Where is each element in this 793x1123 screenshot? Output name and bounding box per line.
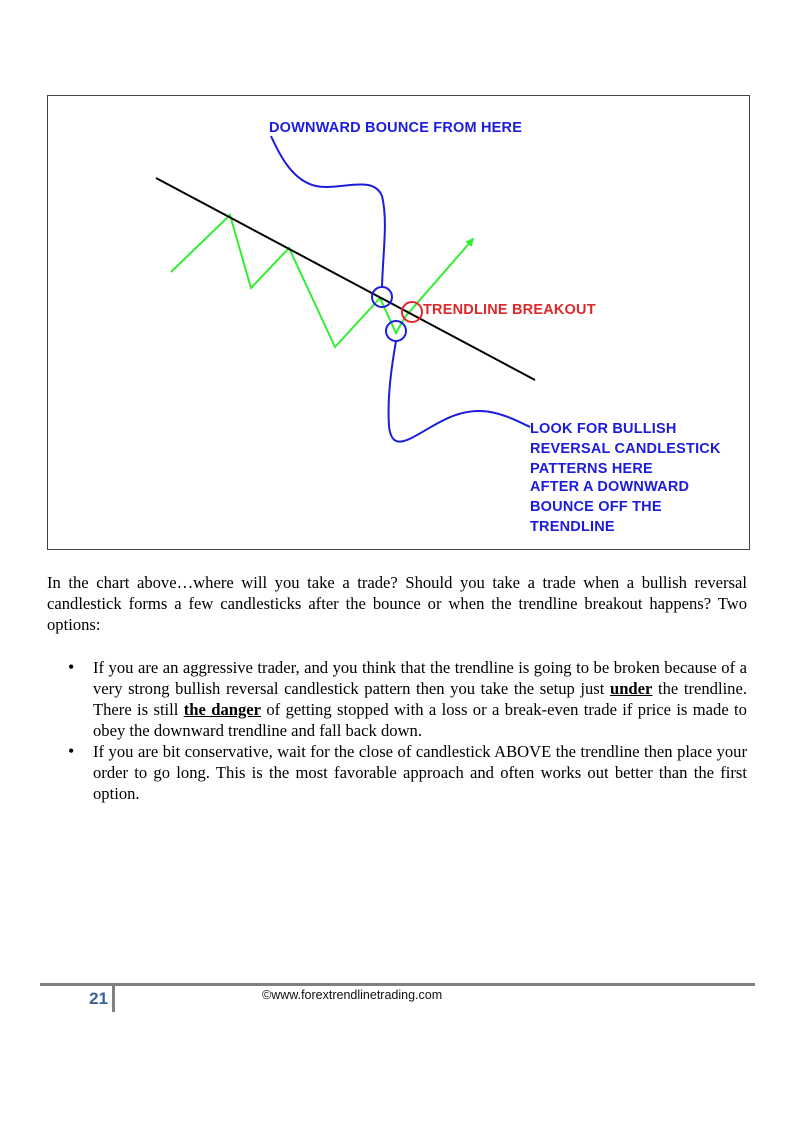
look-label-line: BOUNCE OFF THE	[530, 499, 662, 515]
options-list	[47, 657, 747, 804]
bullet1-text: the trendline. There is still	[93, 679, 747, 719]
look-label-line: REVERSAL CANDLESTICK	[530, 441, 721, 457]
footer-copyright: ©www.forextrendlinetrading.com	[262, 988, 443, 1002]
look-label-line: AFTER A DOWNWARD	[530, 479, 690, 495]
list-item	[93, 657, 747, 741]
bullet1-text: If you are an aggressive trader, and you think that the trendline is going to be broken because of a very strong bullish reversal candlestick pattern then you take the setup just	[93, 658, 747, 698]
downward-trendline	[156, 178, 535, 380]
breakout-label: TRENDLINE BREAKOUT	[423, 302, 596, 318]
footer-rule	[40, 983, 755, 986]
footer-divider	[112, 986, 115, 1012]
page-number: 21	[89, 989, 108, 1008]
trendline-diagram	[47, 95, 750, 550]
price-path	[171, 215, 473, 347]
emphasis-under: under	[609, 679, 653, 698]
look-label-line: LOOK FOR BULLISH	[530, 421, 677, 437]
diagram-canvas	[48, 96, 749, 549]
intro-paragraph: In the chart above…where will you take a trade? Should you take a trade when a bullish reversal candlestick forms a few candlesticks after the bounce or when the trendline breakout happens? Two options:	[47, 573, 747, 634]
breakout-circle	[402, 302, 422, 322]
list-item: • If you are bit conservative, wait for the close of candlestick ABOVE the trendline then place your order to go long. This is the most favorable approach and often works out better than the first option.	[93, 741, 747, 804]
reversal-callout-line	[389, 341, 530, 442]
look-for-label	[530, 421, 721, 535]
look-label-line: PATTERNS HERE	[530, 461, 653, 477]
body-text	[47, 572, 747, 804]
emphasis-danger: the danger	[183, 700, 262, 719]
bullet1-text: of getting stopped with a loss or a break-even trade if price is made to obey the downward trendline and fall back down.	[93, 700, 747, 740]
bounce-label: DOWNWARD BOUNCE FROM HERE	[269, 120, 523, 136]
look-label-line: TRENDLINE	[530, 519, 615, 535]
bounce-callout-line	[271, 136, 385, 287]
